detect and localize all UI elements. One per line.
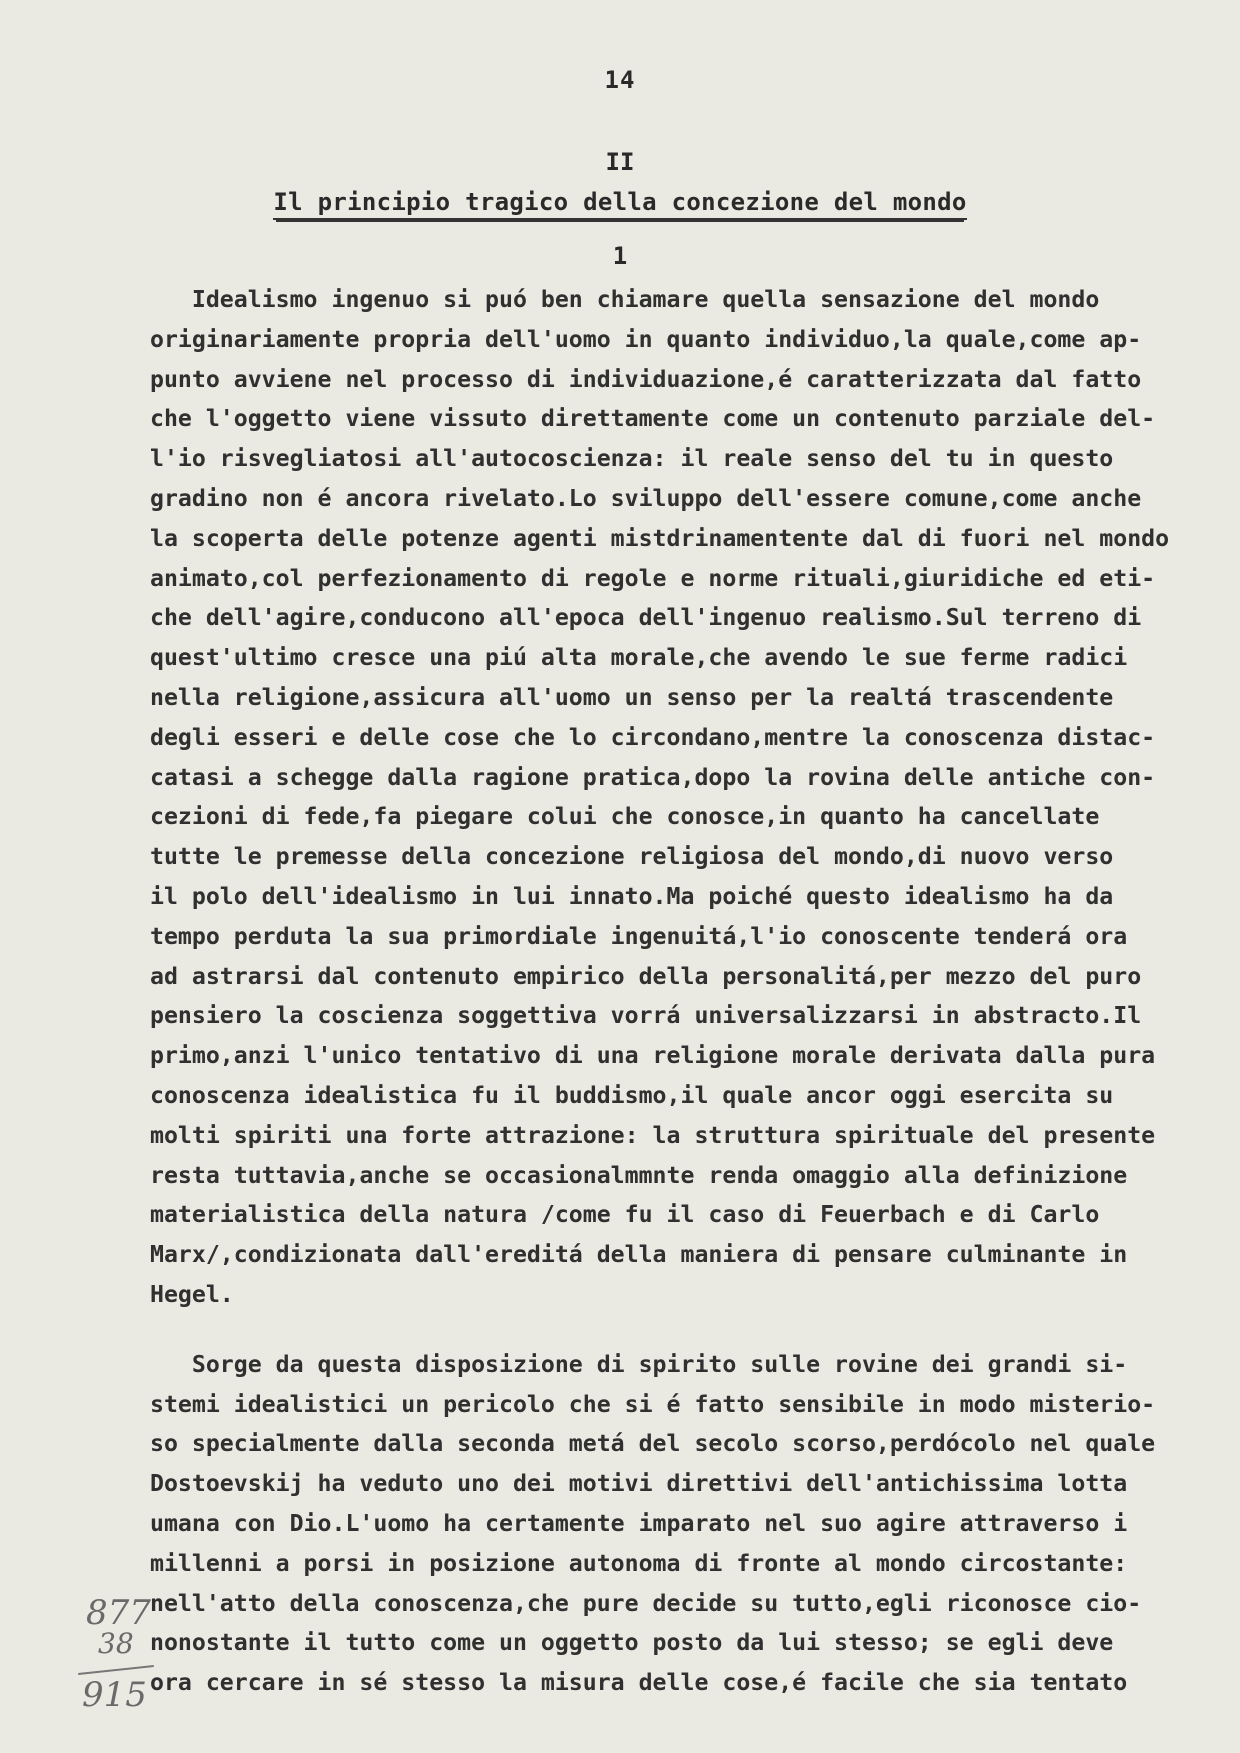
chapter-title [0, 188, 1240, 216]
text-line: tempo perduta la sua primordiale ingenuitá,l'io conoscente tenderá ora [150, 922, 1128, 950]
text-line: umana con Dio.L'uomo ha certamente imparato nel suo agire attraverso i [150, 1509, 1128, 1537]
text-line: Dostoevskij ha veduto uno dei motivi direttivi dell'antichissima lotta [150, 1470, 1128, 1498]
annotation-middle-number: 38 [98, 1627, 134, 1660]
text-line: nella religione,assicura all'uomo un senso per la realtá trascendente [150, 683, 1114, 711]
margin-annotation [78, 1593, 168, 1723]
body-text [150, 280, 1240, 1703]
text-line: Idealismo ingenuo si puó ben chiamare quella sensazione del mondo [150, 286, 1100, 313]
text-line: quest'ultimo cresce una piú alta morale,che avendo le sue ferme radici [150, 644, 1128, 672]
text-line: stemi idealistici un pericolo che si é fatto sensibile in modo misterio- [150, 1390, 1156, 1418]
annotation-top-number: 877 [86, 1593, 151, 1633]
text-line: cezioni di fede,fa piegare colui che conosce,in quanto ha cancellate [150, 803, 1100, 831]
chapter-title-text: Il principio tragico della concezione del mondo [273, 188, 966, 220]
text-line: Sorge da questa disposizione di spirito sulle rovine dei grandi si- [150, 1350, 1128, 1378]
text-line: animato,col perfezionamento di regole e norme rituali,giuridiche ed eti- [150, 564, 1156, 592]
text-line: la scoperta delle potenze agenti mistdrinamentente dal di fuori nel mondo [150, 524, 1170, 552]
text-line: tutte le premesse della concezione religiosa del mondo,di nuovo verso [150, 843, 1114, 871]
text-line: il polo dell'idealismo in lui innato.Ma poiché questo idealismo ha da [150, 882, 1114, 910]
text-line: ad astrarsi dal contenuto empirico della personalitá,per mezzo del puro [150, 962, 1142, 990]
text-line: pensiero la coscienza soggettiva vorrá universalizzarsi in abstracto.Il [150, 1002, 1142, 1030]
text-line: Marx/,condizionata dall'ereditá della maniera di pensare culminante in [150, 1241, 1128, 1269]
text-line: primo,anzi l'unico tentativo di una religione morale derivata dalla pura [150, 1042, 1156, 1070]
page-number: 14 [604, 66, 636, 94]
section-number: 1 [612, 242, 628, 270]
text-line: conoscenza idealistica fu il buddismo,il quale ancor oggi esercita su [150, 1081, 1114, 1109]
text-line: millenni a porsi in posizione autonoma di fronte al mondo circostante: [150, 1549, 1128, 1577]
chapter-number: II [605, 148, 635, 176]
text-line: resta tuttavia,anche se occasionalmmnte renda omaggio alla definizione [150, 1161, 1128, 1189]
text-line: gradino non é ancora rivelato.Lo sviluppo dell'essere comune,come anche [150, 484, 1142, 512]
text-line: catasi a schegge dalla ragione pratica,dopo la rovina delle antiche con- [150, 763, 1156, 791]
text-line: Hegel. [150, 1280, 234, 1308]
text-line: l'io risvegliatosi all'autocoscienza: il reale senso del tu in questo [150, 445, 1114, 473]
paragraph-gap [150, 1315, 1240, 1345]
text-line: che dell'agire,conducono all'epoca dell'ingenuo realismo.Sul terreno di [150, 604, 1142, 632]
text-line: molti spiriti una forte attrazione: la struttura spirituale del presente [150, 1121, 1156, 1149]
text-line: ora cercare in sé stesso la misura delle cose,é facile che sia tentato [150, 1669, 1128, 1697]
text-line: punto avviene nel processo di individuazione,é caratterizzata dal fatto [150, 365, 1142, 393]
text-line: che l'oggetto viene vissuto direttamente come un contenuto parziale del- [150, 405, 1156, 433]
text-line: nell'atto della conoscenza,che pure decide su tutto,egli riconosce cio- [150, 1589, 1142, 1617]
text-line: nonostante il tutto come un oggetto posto da lui stesso; se egli deve [150, 1629, 1114, 1657]
annotation-bottom-number: 915 [82, 1675, 147, 1715]
text-line: so specialmente dalla seconda metá del secolo scorso,perdócolo nel quale [150, 1430, 1156, 1458]
text-line: originariamente propria dell'uomo in quanto individuo,la quale,come ap- [150, 325, 1142, 353]
text-line: materialistica della natura /come fu il caso di Feuerbach e di Carlo [150, 1201, 1100, 1229]
annotation-sum-line [78, 1665, 154, 1675]
text-line: degli esseri e delle cose che lo circondano,mentre la conoscenza distac- [150, 723, 1156, 751]
